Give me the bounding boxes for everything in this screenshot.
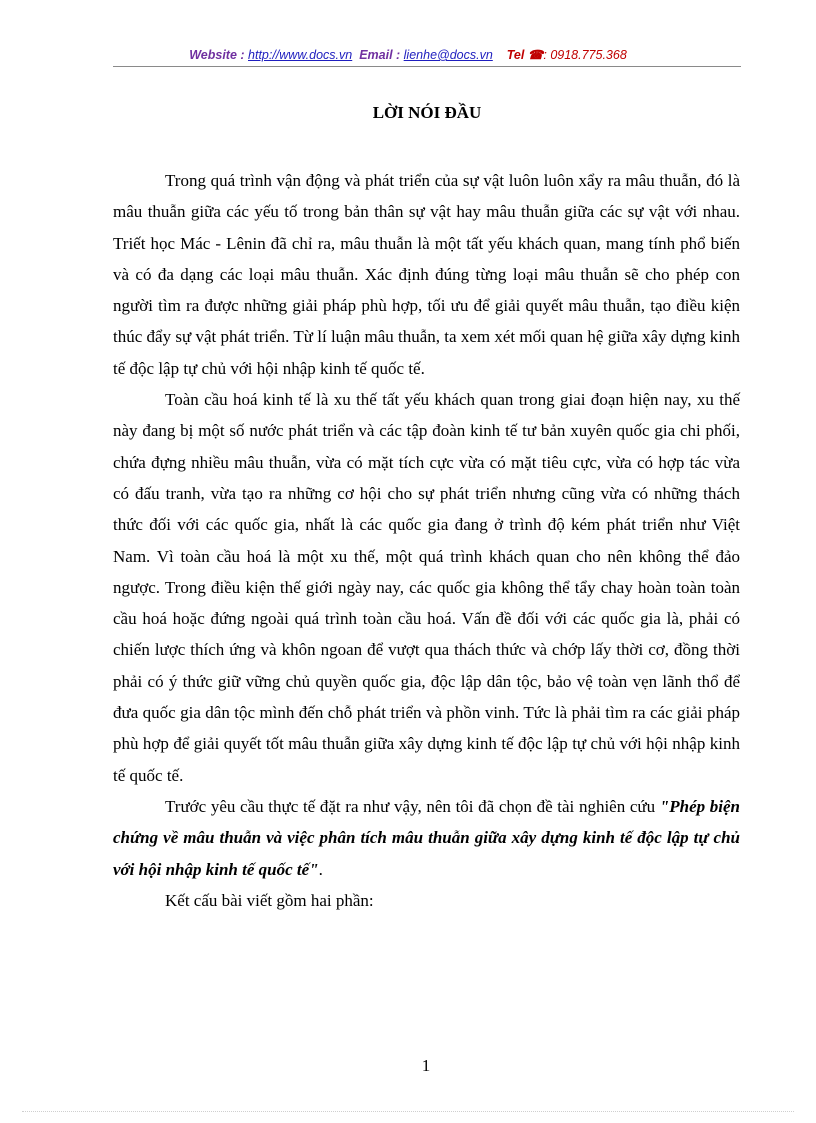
tel-value: : 0918.775.368 — [543, 48, 627, 62]
paragraph-3-end: . — [318, 859, 323, 879]
paragraph-2: Toàn cầu hoá kinh tế là xu thế tất yếu khách quan trong giai đoạn hiện nay, xu thế này đang bị một số nước phát triển và các tập đoàn kinh tế tư bản xuyên quốc gia chi phối, chứa đựng nhiều mâu thuẫn, vừa có mặt tích cực vừa có mặt tiêu cực, vừa có hợp tác vừa có đấu tranh, vừa tạo ra những cơ hội cho sự phát triển nhưng cũng vừa có những thách thức đối với các quốc gia, nhất là các quốc gia đang ở trình độ kém phát triển như Việt Nam. Vì toàn cầu hoá là một xu thế, một quá trình khách quan cho nên không thể đảo ngược. Trong điều kiện thế giới ngày nay, các quốc gia không thể tẩy chay hoàn toàn toàn cầu hoá hoặc đứng ngoài quá trình toàn cầu hoá. Vấn đề đối với các quốc gia là, phải có chiến lược thích ứng và khôn ngoan để vượt qua thách thức và chớp lấy thời cơ, đồng thời phải có ý thức giữ vững chủ quyền quốc gia, độc lập dân tộc, bảo vệ toàn vẹn lãnh thổ để đưa quốc gia dân tộc mình đến chỗ phát triển và phồn vinh. Tức là phải tìm ra các giải pháp phù hợp để giải quyết tốt mâu thuẫn giữa xây dựng kinh tế độc lập tự chủ với hội nhập kinh tế quốc tế. — [113, 390, 740, 785]
paragraph-1: Trong quá trình vận động và phát triển của sự vật luôn luôn xẩy ra mâu thuẫn, đó là mâu thuẫn giữa các yếu tố trong bản thân sự vật hay mâu thuẫn giữa các sự vật với nhau. Triết học Mác - Lênin đã chỉ ra, mâu thuẫn là một tất yếu khách quan, mang tính phổ biến và có đa dạng các loại mâu thuẫn. Xác định đúng từng loại mâu thuẫn sẽ cho phép con người tìm ra được những giải pháp phù hợp, tối ưu để giải quyết mâu thuẫn, tạo điều kiện thúc đẩy sự vật phát triển. Từ lí luận mâu thuẫn, ta xem xét mối quan hệ giữa xây dựng kinh tế độc lập tự chủ với hội nhập kinh tế quốc tế. — [113, 171, 740, 378]
paragraph-4: Kết cấu bài viết gồm hai phần: — [165, 890, 374, 910]
website-link[interactable]: http://www.docs.vn — [248, 48, 353, 62]
paragraph-3 — [113, 791, 740, 885]
email-label: Email — [359, 48, 393, 62]
header-rule — [113, 66, 741, 67]
research-topic: "Phép biện chứng về mâu thuẫn và việc phân tích mâu thuẫn giữa xây dựng kinh tế độc lập tự chủ với hội nhập kinh tế quốc tế" — [113, 796, 740, 879]
phone-icon: ☎ — [527, 48, 544, 62]
email-separator: : — [392, 48, 404, 62]
page-bottom-divider — [22, 1111, 794, 1112]
paragraph-3-intro: Trước yêu cầu thực tế đặt ra như vậy, nên tôi đã chọn đề tài nghiên cứu — [165, 796, 660, 816]
tel-label: Tel — [506, 48, 525, 62]
page-number: 1 — [421, 1056, 431, 1075]
website-label: Website — [189, 48, 237, 62]
website-separator: : — [236, 48, 249, 62]
email-link[interactable]: lienhe@docs.vn — [403, 48, 493, 62]
page-title: LỜI NÓI ĐẦU — [372, 103, 482, 122]
document-body — [113, 165, 740, 916]
page-header — [0, 47, 816, 62]
